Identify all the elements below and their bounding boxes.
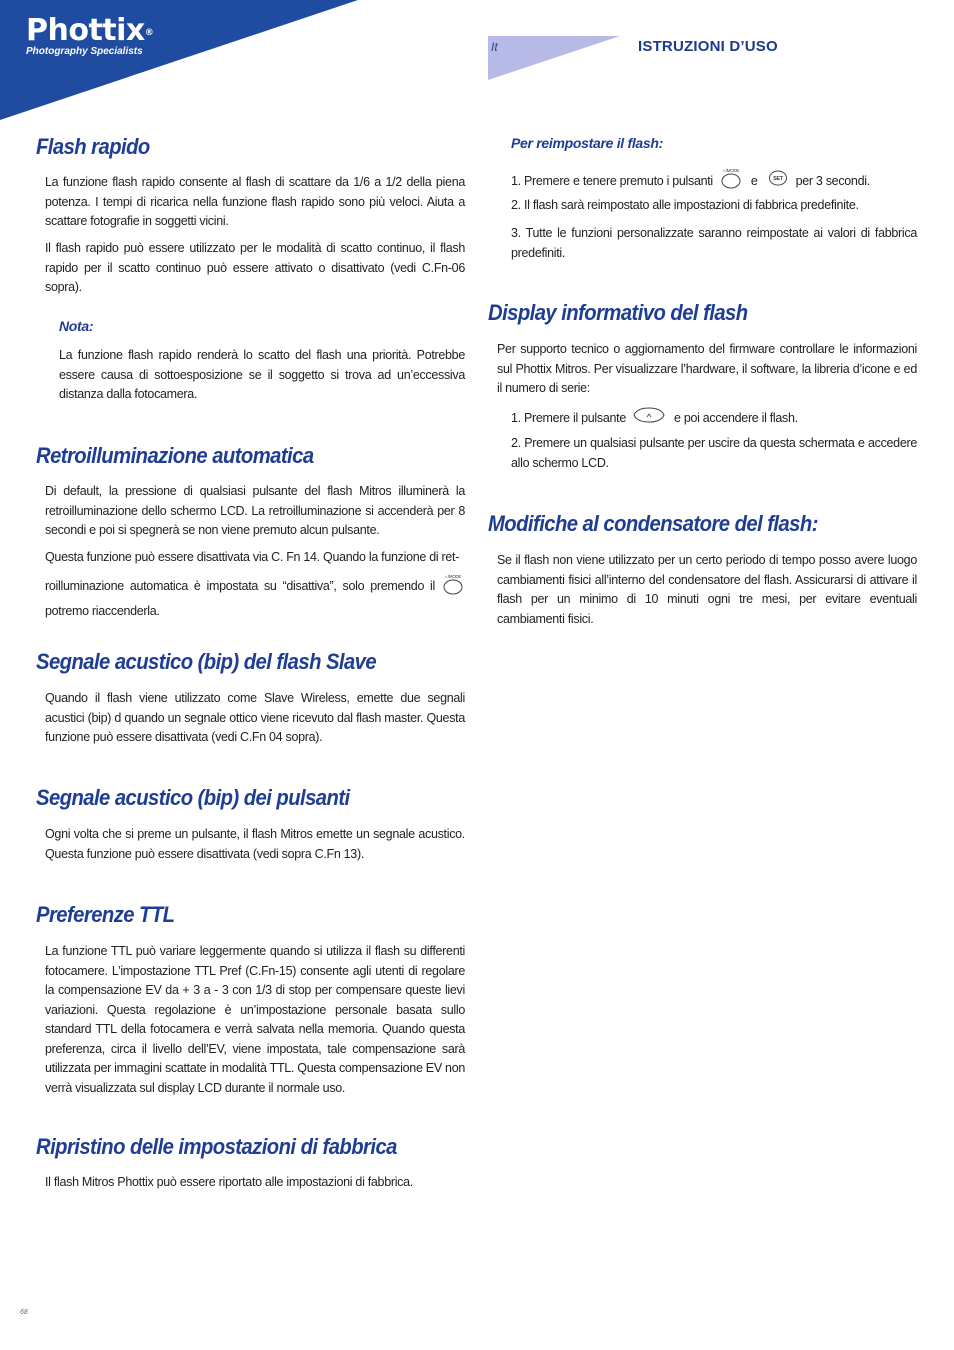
reimpostare-step-1-text-c: per 3 secondi. [795,173,870,188]
display-step-1-text-a: 1. Premere il pulsante [511,410,626,425]
note-text: La funzione flash rapido renderà lo scatto del flash una priorità. Potrebbe essere causa di sottoesposizione se il soggetto si trova ad un’eccessiva distanza dalla fotocamera. [59,348,465,401]
heading-condensatore: Modifiche al condensatore del flash: [488,511,818,536]
reimpostare-subtitle: Per reimpostare il flash: [511,135,664,151]
display-step-2: 2. Premere un qualsiasi pulsante per uscire da questa schermata e accedere allo schermo LCD. [511,436,917,470]
ripristino-paragraph: Il flash Mitros Phottix può essere riportato alle impostazioni di fabbrica. [45,1175,413,1189]
language-band [488,36,620,80]
reimpostare-step-2: 2. Il flash sarà reimpostato alle impostazioni di fabbrica predefinite. [511,198,859,212]
reimpostare-step-1-text-b: e [750,173,758,188]
mode-button-icon [719,166,743,197]
heading-retroilluminazione: Retroilluminazione automatica [36,443,314,468]
reimpostare-step-3: 3. Tutte le funzioni personalizzate saranno reimpostate ai valori di fabbrica predefiniti. [511,226,917,260]
flash-rapido-paragraph-1: La funzione flash rapido consente al flash di scattare da 1/6 a 1/2 della piena potenza. I tempi di ricarica nella funzione flash rapido sono più veloci. Aiuta a scattare fotografie in soggetti vicini. [45,175,465,228]
logo-text: Phottix [26,13,145,48]
slave-paragraph: Quando il flash viene utilizzato come Slave Wireless, emette due segnali acustici (bip) d quando un segnale ottico viene ricevuto dal flash master. Questa funzione può essere disattivata (vedi C.Fn 04 sopra). [45,691,465,744]
retro-p2-line-3: potremo riaccenderla. [45,604,160,618]
ttl-paragraph: La funzione TTL può variare leggermente quando si utilizza il flash su differenti fotocamere. L’impostazione TTL Pref (C.Fn-15) consente agli utenti di regolare la compensazione EV da + 3 a - 3 con 1/3 di stop per compensare queste lievi variazioni. Questa regolazione è un’impostazione personale basata sullo standard TTL della fotocamera e verrà salvata nella memoria. Quando questa preferenza, circa il livello dell’EV, viene impostata, tale compensazione sarà utilizzata per immagini scattate in modalità TTL. Questa compensazione EV non verrà visualizzata sul display LCD durante il normale uso. [45,944,465,1095]
note-heading: Nota: [59,318,94,334]
heading-ripristino: Ripristino delle impostazioni di fabbrica [36,1134,397,1159]
retro-paragraph-2 [45,548,465,622]
retro-p2-line-2: roilluminazione automatica è impostata su “disattiva”, solo premendo il [45,579,435,593]
heading-display-informativo: Display informativo del flash [488,300,748,325]
display-step-1-text-b: e poi accendere il flash. [674,410,798,425]
heading-flash-rapido: Flash rapido [36,134,150,159]
heading-segnale-slave: Segnale acustico (bip) del flash Slave [36,649,377,674]
condensatore-paragraph: Se il flash non viene utilizzato per un certo periodo di tempo posso avere luogo cambiamenti fisici all’interno del condensatore del flash. Assicurarsi di attivare il flash per un minimo di 10 minuti ogni tre mesi, per evitare eventuali cambiamenti fisici. [497,553,917,626]
reimpostare-step-1-text-a: 1. Premere e tenere premuto i pulsanti [511,173,713,188]
reimpostare-step-1 [511,166,870,197]
svg-text:☼/MODE: ☼/MODE [721,168,739,173]
phottix-logo [26,14,153,58]
page-number: 68 [20,1309,28,1316]
heading-segnale-pulsanti: Segnale acustico (bip) dei pulsanti [36,785,350,810]
heading-preferenze-ttl: Preferenze TTL [36,902,175,927]
flash-button-icon [632,405,666,432]
flash-rapido-paragraph-2: Il flash rapido può essere utilizzato per le modalità di scatto continuo, il flash rapido per il scatto continuo può essere attivato o disattivato (vedi C.Fn-06 sopra). [45,241,465,294]
svg-text:☼/MODE: ☼/MODE [444,573,462,579]
svg-text:SET: SET [772,176,783,182]
display-paragraph: Per supporto tecnico o aggiornamento del firmware controllare le informazioni sul Phottix Mitros. Per visualizzare l’hardware, il software, la libreria d’icone e ed il numero di serie: [497,342,917,395]
retro-paragraph-1: Di default, la pressione di qualsiasi pulsante del flash Mitros illuminerà la retroilluminazione dello schermo LCD. La retroilluminazione si accenderà per 8 secondi e poi si spegnerà se non viene premuto alcun pulsante. [45,484,465,537]
document-type-label: ISTRUZIONI D’USO [638,38,778,55]
display-step-1 [511,405,798,432]
set-button-icon [768,169,788,194]
retro-p2-line-1: Questa funzione può essere disattivata via C. Fn 14. Quando la funzione di ret- [45,550,460,564]
pulsanti-paragraph: Ogni volta che si preme un pulsante, il flash Mitros emette un segnale acustico. Questa funzione può essere disattivata (vedi sopra C.Fn 13). [45,827,465,861]
logo-registered-mark: ® [144,28,154,38]
mode-button-icon [441,572,465,603]
logo-tagline: Photography Specialists [26,46,143,57]
language-code: It [491,40,498,54]
